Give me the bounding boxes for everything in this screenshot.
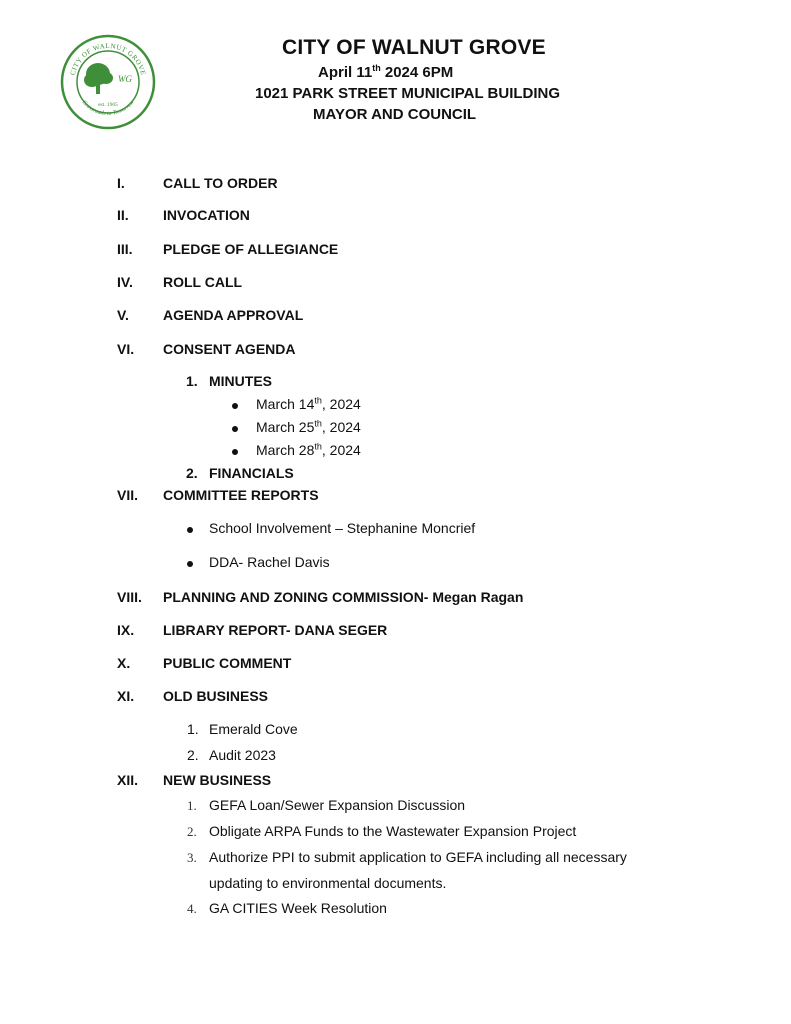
old-business-number: 2.	[187, 747, 199, 763]
section-number: VII.	[117, 487, 139, 503]
section-title: NEW BUSINESS	[163, 772, 272, 788]
new-business-number: 3.	[187, 850, 197, 865]
old-business-item: Emerald Cove	[209, 721, 298, 737]
section-title: OLD BUSINESS	[163, 688, 269, 704]
tree-icon	[84, 63, 113, 94]
section-title: ROLL CALL	[163, 274, 243, 290]
section-number: X.	[117, 655, 131, 671]
bullet-icon	[187, 561, 193, 567]
meeting-body: MAYOR AND COUNCIL	[313, 106, 477, 123]
section-number: XII.	[117, 772, 139, 788]
section-title: CALL TO ORDER	[163, 175, 278, 191]
section-title: COMMITTEE REPORTS	[163, 487, 319, 503]
consent-minutes-label: MINUTES	[209, 373, 272, 389]
section-number: III.	[117, 241, 133, 257]
committee-report-item: DDA- Rachel Davis	[209, 554, 330, 570]
section-number: XI.	[117, 688, 135, 704]
committee-report-item: School Involvement – Stephanine Moncrief	[209, 520, 476, 536]
bullet-icon	[232, 403, 238, 409]
document-title: CITY OF WALNUT GROVE	[282, 36, 546, 59]
section-title: CONSENT AGENDA	[163, 341, 296, 357]
bullet-icon	[232, 449, 238, 455]
section-number: VIII.	[117, 589, 142, 605]
old-business-number: 1.	[187, 721, 199, 737]
meeting-date: April 11th 2024 6PM	[318, 63, 454, 81]
city-seal-logo	[60, 34, 156, 130]
new-business-number: 4.	[187, 901, 197, 916]
seal-ring-top-text: CITY OF WALNUT GROVE	[68, 42, 148, 77]
section-number: IV.	[117, 274, 133, 290]
section-title: AGENDA APPROVAL	[163, 307, 304, 323]
new-business-item: Authorize PPI to submit application to GEFA including all necessary	[209, 849, 627, 865]
section-number: II.	[117, 207, 129, 223]
new-business-number: 2.	[187, 824, 197, 839]
new-business-number: 1.	[187, 798, 197, 813]
bullet-icon	[187, 527, 193, 533]
new-business-item: GA CITIES Week Resolution	[209, 900, 387, 916]
section-title: PLANNING AND ZONING COMMISSION- Megan Ragan	[163, 589, 524, 605]
new-business-item: GEFA Loan/Sewer Expansion Discussion	[209, 797, 466, 813]
minutes-date: March 14th, 2024	[256, 395, 361, 412]
section-number: VI.	[117, 341, 135, 357]
section-number: V.	[117, 307, 129, 323]
meeting-location: 1021 PARK STREET MUNICIPAL BUILDING	[255, 85, 561, 102]
seal-ring-bottom-text: Crossroads to Tomorrow	[80, 99, 136, 117]
seal-est: est. 1905	[98, 102, 118, 108]
section-title: PLEDGE OF ALLEGIANCE	[163, 241, 339, 257]
section-title: INVOCATION	[163, 207, 250, 223]
minutes-date: March 25th, 2024	[256, 418, 361, 435]
minutes-date: March 28th, 2024	[256, 441, 361, 458]
new-business-item: Obligate ARPA Funds to the Wastewater Expansion Project	[209, 823, 577, 839]
section-title: PUBLIC COMMENT	[163, 655, 292, 671]
consent-financials-label: FINANCIALS	[209, 465, 294, 481]
section-number: IX.	[117, 622, 135, 638]
new-business-item-continued: updating to environmental documents.	[209, 875, 447, 891]
old-business-item: Audit 2023	[209, 747, 276, 763]
section-number: I.	[117, 175, 125, 191]
seal-monogram: WG	[118, 74, 132, 84]
bullet-icon	[232, 426, 238, 432]
consent-minutes-number: 1.	[186, 373, 198, 389]
consent-financials-number: 2.	[186, 465, 198, 481]
section-title: LIBRARY REPORT- DANA SEGER	[163, 622, 388, 638]
